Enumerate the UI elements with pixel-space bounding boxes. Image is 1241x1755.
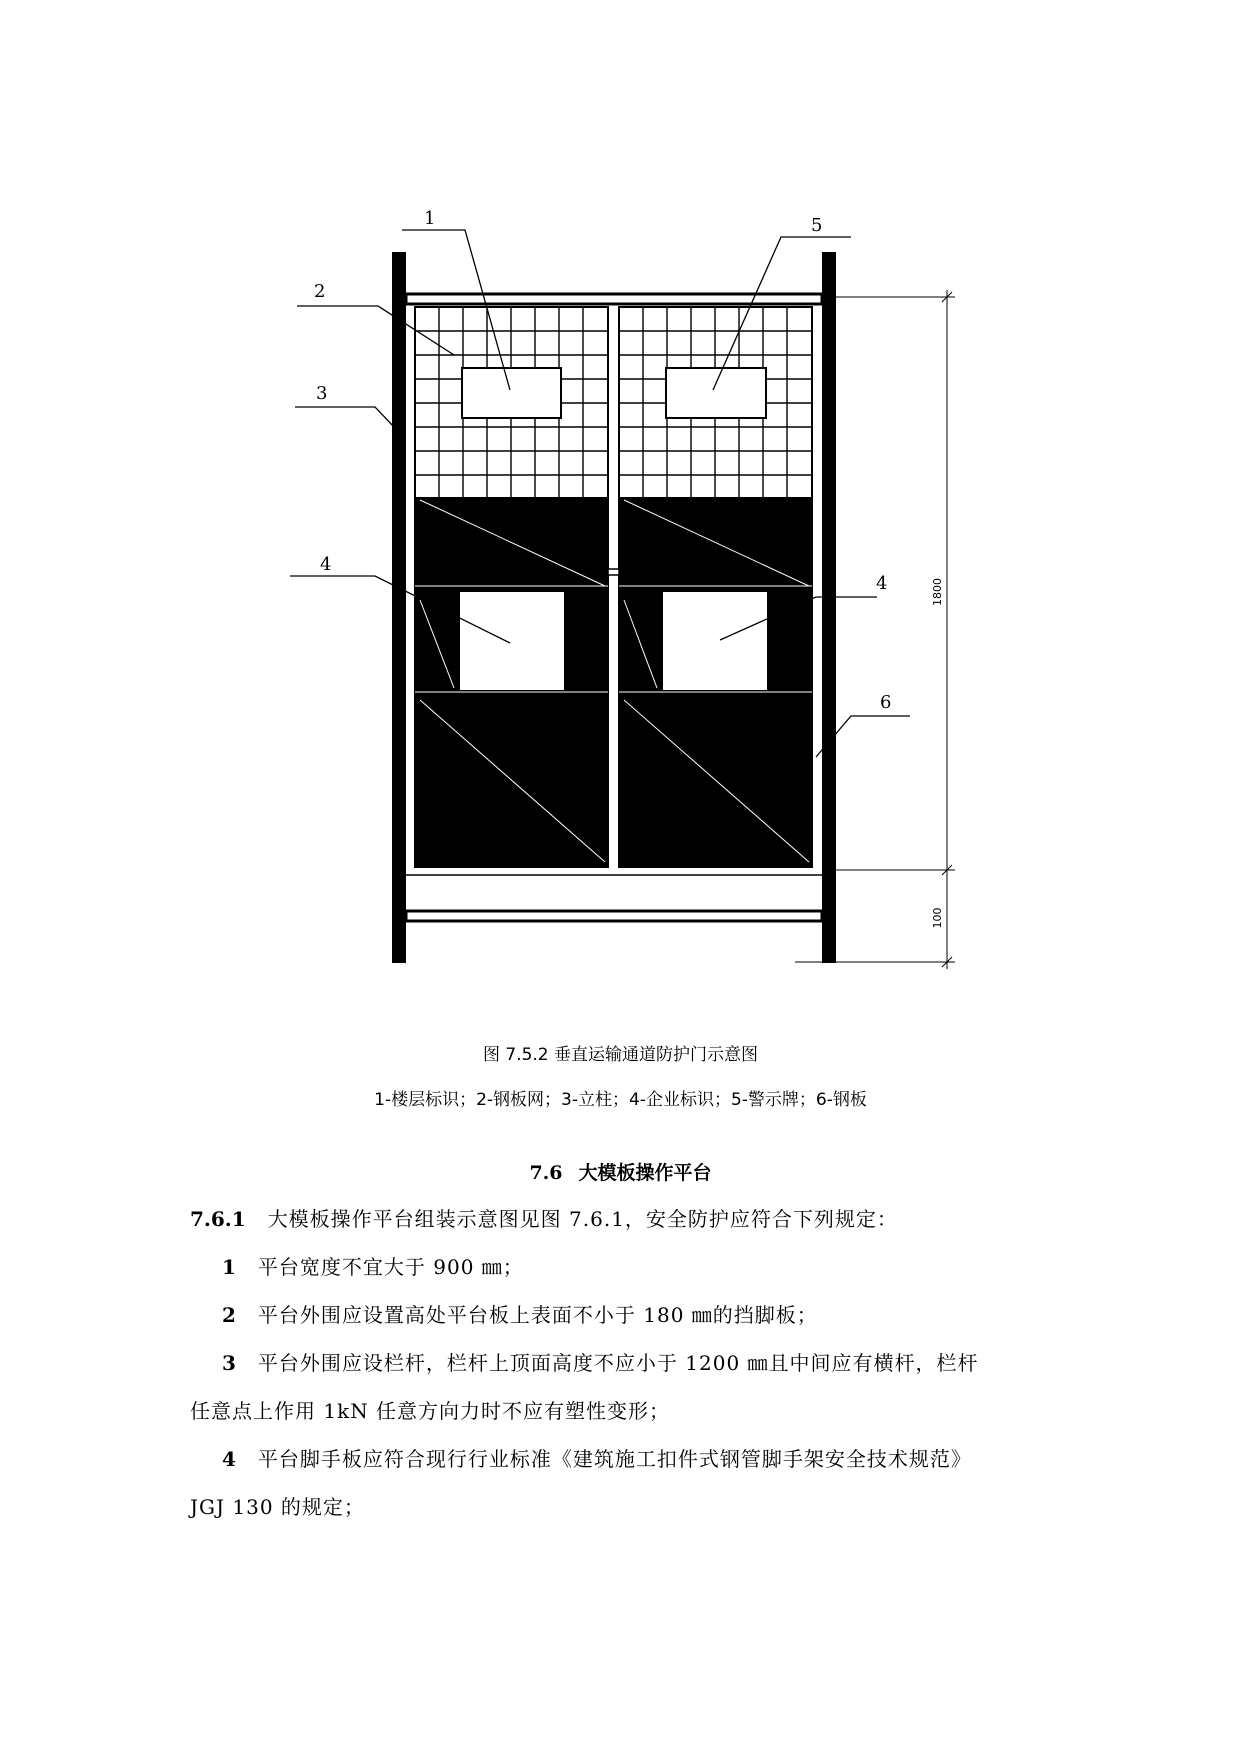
section-heading — [0, 1158, 1241, 1185]
figure-legend: 1-楼层标识；2-钢板网；3-立柱；4-企业标识；5-警示牌；6-钢板 — [374, 1090, 867, 1110]
callout-6: 6 — [880, 692, 892, 713]
list-item — [222, 1299, 818, 1328]
item-text: 平台外围应设栏杆，栏杆上顶面高度不应小于 1200 ㎜且中间应有横杆，栏杆 — [257, 1351, 979, 1375]
callout-5: 5 — [811, 215, 823, 236]
item-continuation: 任意点上作用 1kN 任意方向力时不应有塑性变形； — [190, 1399, 671, 1423]
item-continuation: JGJ 130 的规定； — [190, 1495, 365, 1519]
callout-4-left: 4 — [320, 554, 332, 575]
list-item — [222, 1251, 524, 1280]
left-logo-area — [459, 591, 565, 691]
item-number: 3 — [222, 1351, 236, 1375]
left-door — [415, 307, 608, 867]
callout-4-right: 4 — [876, 573, 888, 594]
floor-sign-left — [462, 368, 561, 418]
item-text: 平台宽度不宜大于 900 ㎜； — [257, 1255, 524, 1279]
callout-3: 3 — [316, 383, 328, 404]
section-number: 7.6 — [529, 1162, 563, 1184]
item-number: 4 — [222, 1447, 236, 1471]
right-post — [822, 252, 836, 963]
figure-caption: 图 7.5.2 垂直运输通道防护门示意图 — [482, 1045, 759, 1065]
warning-sign — [666, 368, 766, 418]
item-text: 平台脚手板应符合现行行业标准《建筑施工扣件式钢管脚手架安全技术规范》 — [257, 1447, 972, 1471]
clause-paragraph — [190, 1203, 898, 1232]
clause-text: 大模板操作平台组装示意图见图 7.6.1，安全防护应符合下列规定： — [267, 1207, 898, 1231]
item-text: 平台外围应设置高处平台板上表面不小于 180 ㎜的挡脚板； — [257, 1303, 818, 1327]
section-title: 大模板操作平台 — [578, 1162, 712, 1184]
callout-1: 1 — [424, 208, 436, 229]
item-number: 1 — [222, 1255, 236, 1279]
item-number: 2 — [222, 1303, 236, 1327]
list-item — [222, 1347, 979, 1376]
dimension-100: 100 — [931, 907, 944, 929]
list-item — [222, 1443, 972, 1472]
top-rail — [406, 294, 822, 304]
dimension-1800: 1800 — [931, 578, 944, 606]
bottom-rail — [406, 911, 822, 921]
callout-2: 2 — [314, 281, 326, 302]
clause-number: 7.6.1 — [190, 1207, 246, 1231]
right-logo-area — [662, 591, 768, 691]
door-latch — [608, 569, 619, 575]
right-door — [619, 307, 812, 867]
left-post — [392, 252, 406, 963]
